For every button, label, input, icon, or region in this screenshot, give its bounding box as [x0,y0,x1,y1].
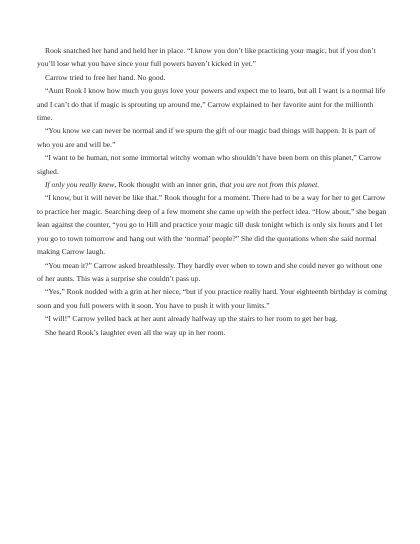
italic-thought-end: that you are not from this planet. [219,180,320,190]
paragraph-1: Rook snatched her hand and held her in place. “I know you don’t like practicing your magic, but if you don’t you’ll lose what you have since your full powers haven’t kicked in yet.” [37,46,376,69]
paragraph-8: “You mean it?” Carrow asked breathlessly. They hardly ever when to town and she could never go without one of her aunts. This was a surprise she couldn’t pass up. [37,260,383,283]
italic-thought-start: If only you really knew [45,180,115,190]
paragraph-4: “You know we can never be normal and if we spurn the gift of our magic bad things will happen. It is part of who you are and will be.” [37,126,376,149]
thought-attribution: , Rook thought with an inner grin, [114,180,220,190]
paragraph-5: “I want to be human, not some immortal witchy woman who shouldn’t have been born on this planet,” Carrow sighed. [37,153,382,176]
paragraph-11: She heard Rook’s laughter even all the way up in her room. [45,327,226,337]
paragraph-10: “I will!” Carrow yelled back at her aunt already halfway up the stairs to her room to get her bag. [45,314,338,324]
paragraph-2: Carrow tried to free her hand. No good. [45,72,166,82]
body-text [37,44,388,339]
paragraph-9: “Yes,” Rook nodded with a grin at her niece, “but if you practice really hard. Your eighteenth birthday is coming soon and you full powers with it soon. You have to push it with your limits.” [37,287,387,310]
paragraph-6-italic-thought [37,178,388,191]
paragraph-7: “I know, but it will never be like that.” Rook thought for a moment. There had to be a way for her to get Carrow to practice her magic. Searching deep of a few moment she came up with the perfect idea. “How about,” she began lean against the counter, “you go to Hill and practice your magic till dusk tonight which is only six hours and I let you go to town tomorrow and hang out with the ‘normal’ people?” She did the quotations when she said normal making Carrow laugh. [37,193,387,257]
paragraph-3: “Aunt Rook I know how much you guys love your powers and expect me to learn, but all I want is a normal life and I can’t do that if magic is sprouting up around me,” Carrow explained to her favorite aunt for the millionth time. [37,86,386,123]
